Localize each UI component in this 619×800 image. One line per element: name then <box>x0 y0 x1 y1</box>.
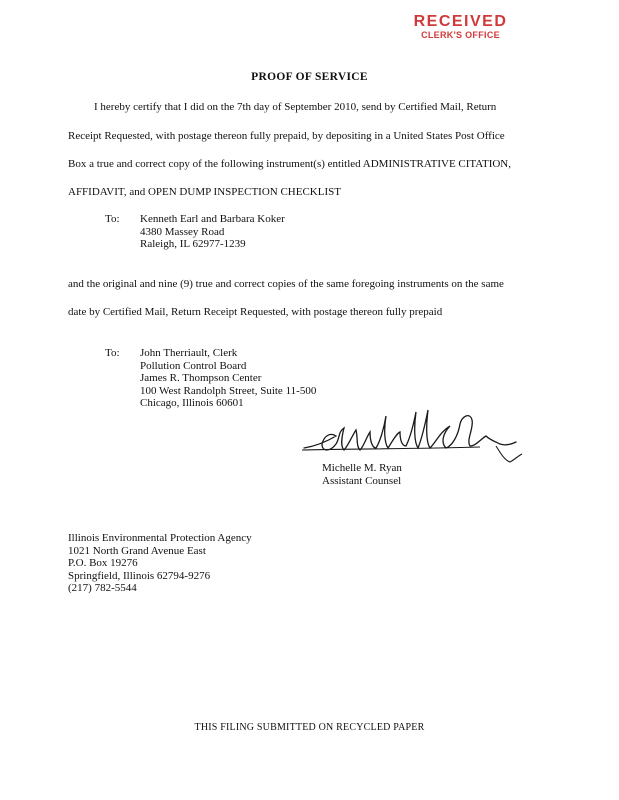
paragraph1-line: Receipt Requested, with postage thereon fully prepaid, by depositing in a United States Post Office <box>68 130 505 142</box>
address-line: Raleigh, IL 62977-1239 <box>140 238 246 250</box>
page-title: PROOF OF SERVICE <box>251 71 368 83</box>
recipient1-address <box>140 213 285 251</box>
signer-title: Assistant Counsel <box>322 474 402 487</box>
agency-line: P.O. Box 19276 <box>68 557 138 569</box>
agency-line: Springfield, Illinois 62794-9276 <box>68 569 211 582</box>
address-line: Chicago, Illinois 60601 <box>140 397 244 409</box>
address-line: 100 West Randolph Street, Suite 11-500 <box>140 384 317 397</box>
signer-block <box>322 462 402 487</box>
agency-line: Illinois Environmental Protection Agency <box>68 532 252 544</box>
paragraph1-line: AFFIDAVIT, and OPEN DUMP INSPECTION CHECKLIST <box>68 186 341 198</box>
agency-line: (217) 782-5544 <box>68 582 137 594</box>
address-line: 4380 Massey Road <box>140 225 225 238</box>
address-line: James R. Thompson Center <box>140 372 262 384</box>
paragraph2-line: and the original and nine (9) true and correct copies of the same foregoing instruments on the same <box>68 278 504 290</box>
recipient2-to-label: To: <box>105 347 120 359</box>
paragraph1-line: Box a true and correct copy of the following instrument(s) entitled ADMINISTRATIVE CITATION, <box>68 158 511 170</box>
paragraph1-line: I hereby certify that I did on the 7th day of September 2010, send by Certified Mail, Return <box>94 101 497 113</box>
agency-address <box>68 532 252 595</box>
signature-image <box>300 402 535 470</box>
address-line: Kenneth Earl and Barbara Koker <box>140 213 285 225</box>
footer-note: THIS FILING SUBMITTED ON RECYCLED PAPER <box>194 722 425 733</box>
signer-name: Michelle M. Ryan <box>322 462 402 474</box>
agency-line: 1021 North Grand Avenue East <box>68 544 206 557</box>
paragraph2-line: date by Certified Mail, Return Receipt Requested, with postage thereon fully prepaid <box>68 306 443 318</box>
recipient1-to-label: To: <box>105 213 120 225</box>
address-line: Pollution Control Board <box>140 359 247 372</box>
address-line: John Therriault, Clerk <box>140 347 238 359</box>
received-stamp <box>398 14 523 40</box>
stamp-clerks-office-text: CLERK'S OFFICE <box>421 30 500 40</box>
recipient2-address <box>140 347 316 410</box>
stamp-received-text: RECEIVED <box>413 13 508 30</box>
